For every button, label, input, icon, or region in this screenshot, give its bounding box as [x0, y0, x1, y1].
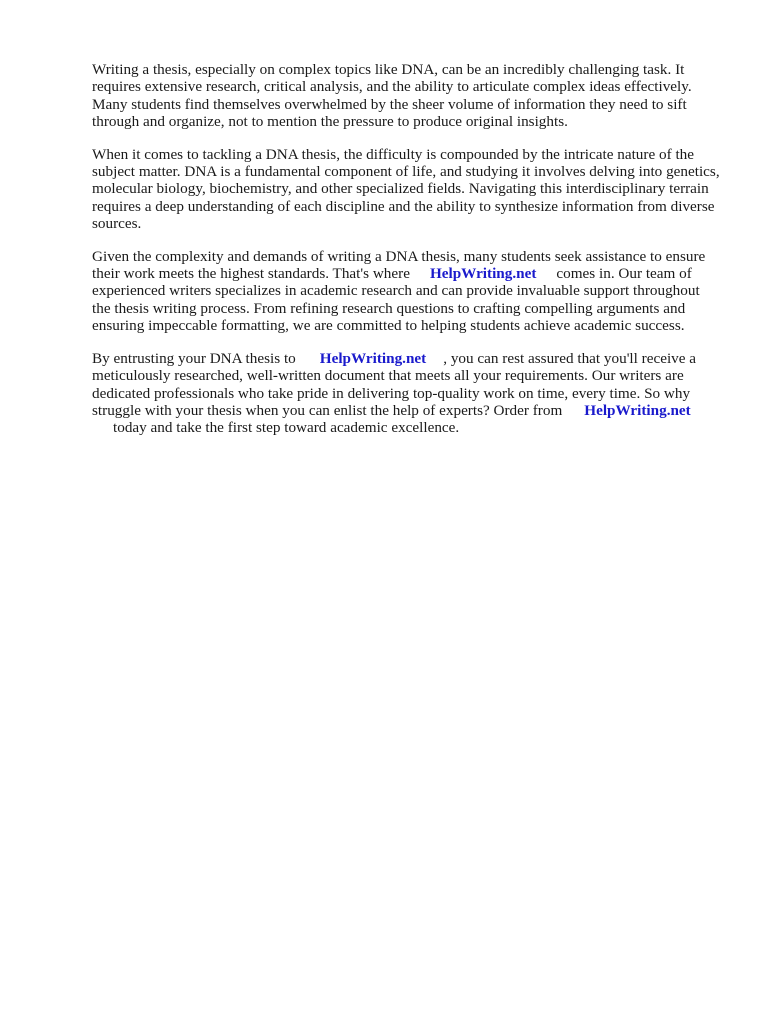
paragraph-text-after: today and take the first step toward academic excellence. [113, 419, 460, 437]
helpwriting-link[interactable]: HelpWriting.net [429, 265, 537, 283]
paragraph-call-to-action [92, 350, 722, 437]
paragraph-text-middle: , you can rest assured that you'll receive a meticulously researched, well-written document that meets all your requirements. Our writers are dedicated professionals who take pride in delivering top-quality work on time, every time. So why struggle with your thesis when you can enlist the help of experts? Order from [92, 349, 697, 419]
document-body [92, 61, 722, 452]
paragraph-intro [92, 61, 722, 131]
paragraph-text-before: Given the complexity and demands of writing a DNA thesis, many students seek assistance to ensure their work meets the highest standards. That's where [92, 247, 706, 283]
paragraph-text: When it comes to tackling a DNA thesis, the difficulty is compounded by the intricate nature of the subject matter. DNA is a fundamental component of life, and studying it involves delving into genetics, molecular biology, biochemistry, and other specialized fields. Navigating this interdisciplinary terrain requires a deep understanding of each discipline and the ability to synthesize information from diverse sources. [92, 145, 720, 233]
paragraph-text-before: By entrusting your DNA thesis to [92, 349, 296, 367]
paragraph-text: Writing a thesis, especially on complex topics like DNA, can be an incredibly challenging task. It requires extensive research, critical analysis, and the ability to articulate complex ideas effectively. Many students find themselves overwhelmed by the sheer volume of information they need to sift through and organize, not to mention the pressure to produce original insights. [92, 61, 692, 131]
paragraph-dna-difficulty [92, 146, 722, 233]
helpwriting-link[interactable]: HelpWriting.net [584, 401, 691, 419]
helpwriting-link[interactable]: HelpWriting.net [319, 349, 427, 367]
paragraph-assistance [92, 248, 722, 335]
paragraph-text-after: comes in. Our team of experienced writers specializes in academic research and can provide invaluable support throughout the thesis writing process. From refining research questions to crafting compelling arguments and ensuring impeccable formatting, we are committed to helping students achieve academic success. [92, 265, 700, 335]
